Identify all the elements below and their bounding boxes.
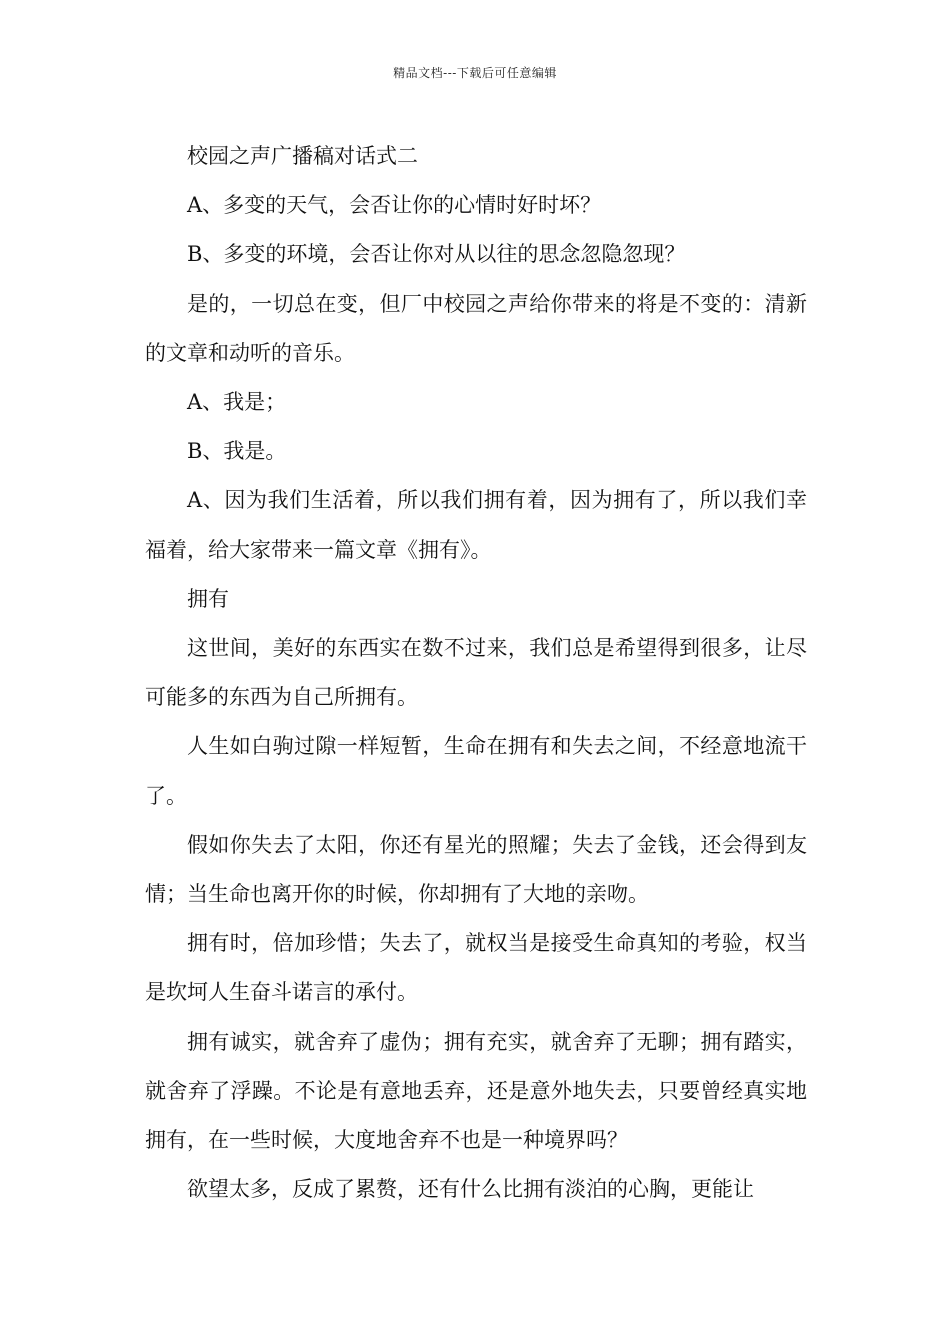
article-paragraph: 拥有诚实，就舍弃了虚伪；拥有充实，就舍弃了无聊；拥有踏实，就舍弃了浮躁。不论是有意地丢弃，还是意外地失去，只要曾经真实地拥有，在一些时候，大度地舍弃不也是一种境界吗？ (145, 1029, 807, 1153)
article-title: 拥有 (187, 586, 229, 611)
dialogue-line: 是的，一切总在变，但厂中校园之声给你带来的将是不变的：清新的文章和动听的音乐。 (145, 291, 807, 365)
page-header: 精品文档---下载后可任意编辑 (393, 66, 557, 80)
dialogue-line: B、我是。 (187, 439, 287, 464)
document-title: 校园之声广播稿对话式二 (187, 144, 418, 168)
dialogue-line: A、多变的天气，会否让你的心情时好时坏？ (187, 193, 602, 218)
article-paragraph: 这世间，美好的东西实在数不过来，我们总是希望得到很多，让尽可能多的东西为自己所拥有。 (145, 636, 807, 710)
article-paragraph: 拥有时，倍加珍惜；失去了，就权当是接受生命真知的考验，权当是坎坷人生奋斗诺言的承付。 (145, 931, 807, 1005)
article-paragraph: 欲望太多，反成了累赘，还有什么比拥有淡泊的心胸，更能让 (187, 1177, 754, 1202)
dialogue-line: A、因为我们生活着，所以我们拥有着，因为拥有了，所以我们幸福着，给大家带来一篇文章《拥有》。 (145, 488, 807, 562)
article-paragraph: 人生如白驹过隙一样短暂，生命在拥有和失去之间，不经意地流干了。 (145, 734, 807, 808)
dialogue-line: A、我是； (187, 390, 287, 415)
article-paragraph: 假如你失去了太阳，你还有星光的照耀；失去了金钱，还会得到友情；当生命也离开你的时候，你却拥有了大地的亲吻。 (145, 832, 807, 907)
document-body (145, 132, 807, 1214)
dialogue-line: B、多变的环境，会否让你对从以往的思念忽隐忽现？ (187, 242, 686, 267)
